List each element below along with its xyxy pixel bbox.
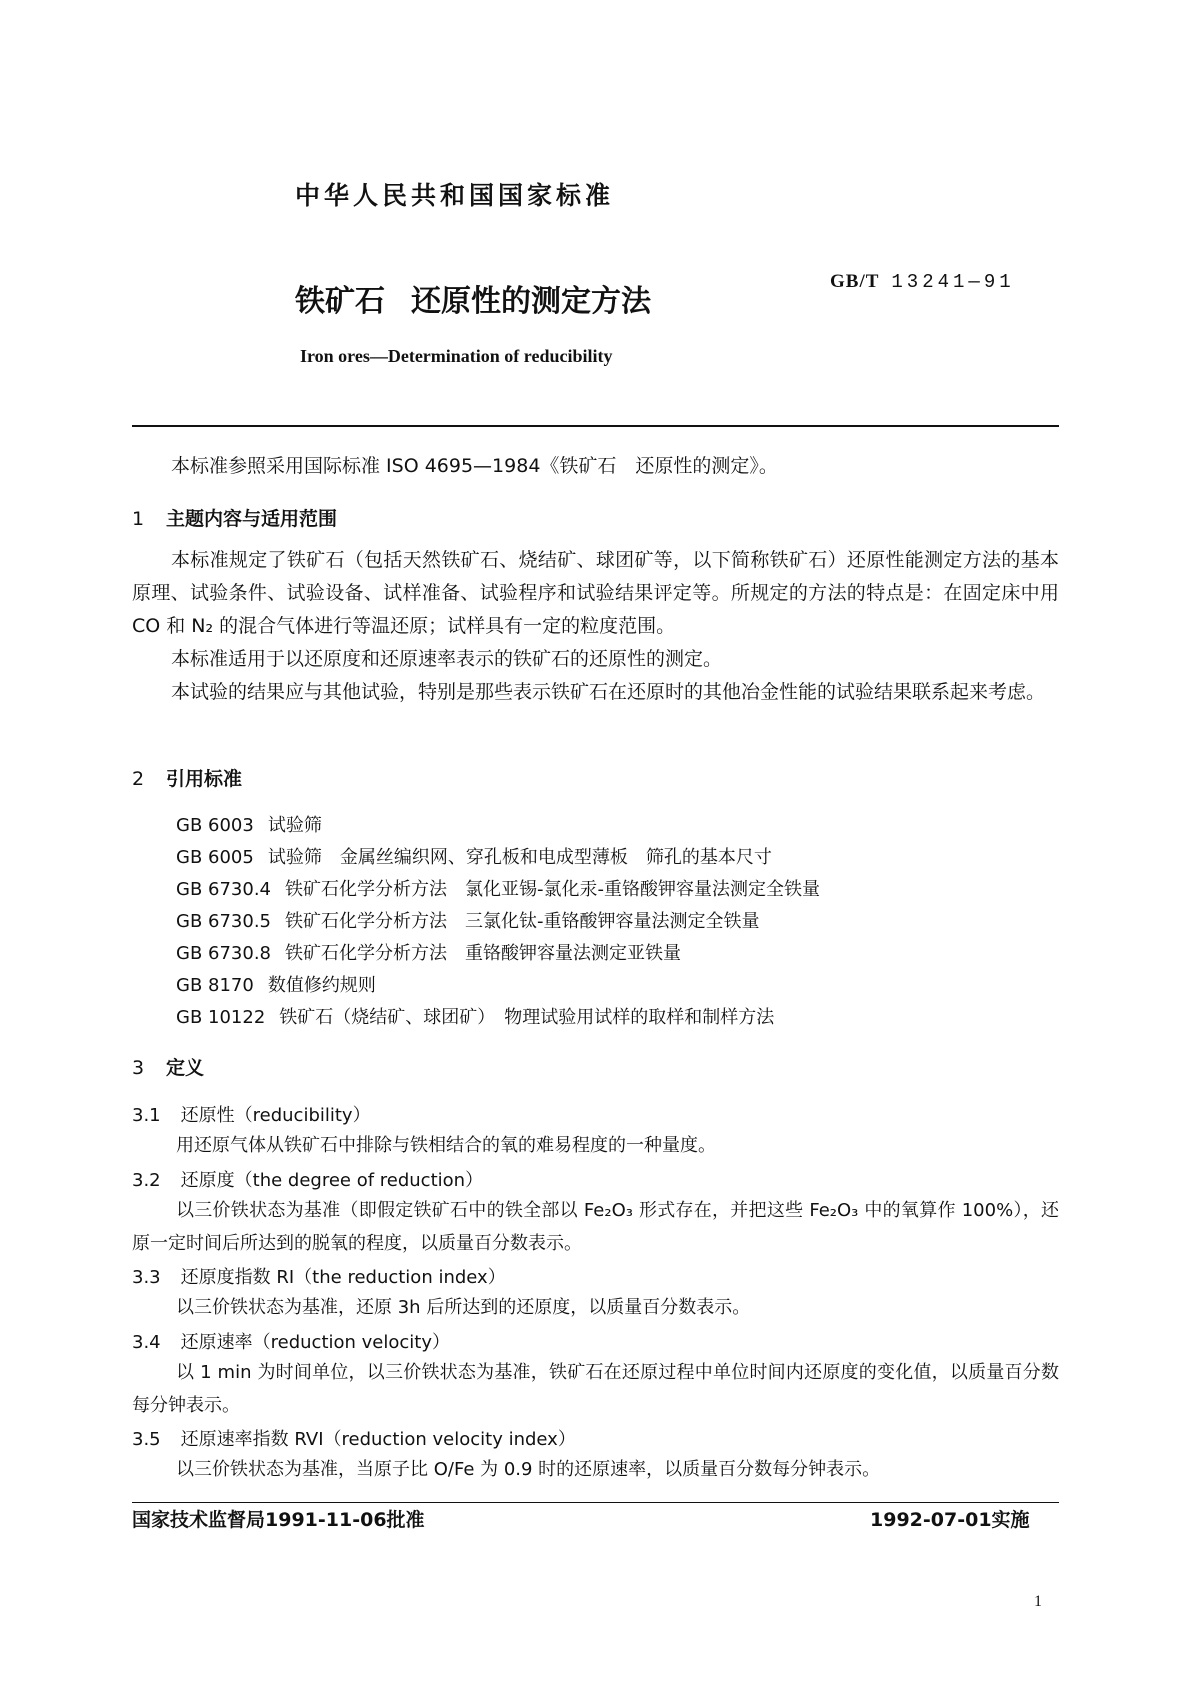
country-standard-heading: 中华人民共和国国家标准 <box>295 181 615 210</box>
reference-item <box>176 842 820 874</box>
reference-item <box>176 938 820 970</box>
reference-code: GB 6730.5 <box>176 911 272 932</box>
reference-title: 数值修约规则 <box>267 975 376 996</box>
reference-title: 铁矿石化学分析方法 氯化亚锡-氯化汞-重铬酸钾容量法测定全铁量 <box>285 879 821 900</box>
reference-title: 试验筛 <box>267 815 322 836</box>
reference-item <box>176 970 820 1002</box>
definition-3-2-body: 以三价铁状态为基准（即假定铁矿石中的铁全部以 Fe₂O₃ 形式存在，并把这些 Fe₂O₃ 中的氧算作 100%），还原一定时间后所达到的脱氧的程度，以质量百分数表示。 <box>132 1200 1059 1254</box>
reference-title: 铁矿石（烧结矿、球团矿） 物理试验用试样的取样和制样方法 <box>279 1007 775 1028</box>
section-2-heading <box>132 764 242 791</box>
definition-number: 3.2 <box>132 1170 161 1191</box>
reference-code: GB 10122 <box>176 1007 266 1028</box>
footer-divider <box>132 1502 1059 1503</box>
implementation-date: 1992-07-01实施 <box>870 1509 1030 1531</box>
definition-3-3-heading <box>132 1263 506 1289</box>
page-number: 1 <box>1034 1593 1042 1610</box>
definition-term: 还原性（reducibility） <box>180 1105 371 1126</box>
definition-term: 还原速率（reduction velocity） <box>180 1332 450 1353</box>
definition-3-1-heading <box>132 1101 371 1127</box>
definition-3-1-body: 用还原气体从铁矿石中排除与铁相结合的氧的难易程度的一种量度。 <box>176 1135 716 1156</box>
definition-3-5-body: 以三价铁状态为基准，当原子比 O/Fe 为 0.9 时的还原速率，以质量百分数每分钟表示。 <box>176 1459 881 1480</box>
title-cn-part-b: 还原性的测定方法 <box>411 284 651 319</box>
reference-code: GB 8170 <box>176 975 254 996</box>
definition-number: 3.1 <box>132 1105 161 1126</box>
header-divider <box>132 425 1059 427</box>
section-3-number: 3 <box>132 1057 145 1079</box>
definition-3-5-heading <box>132 1425 576 1451</box>
definition-3-4-body: 以 1 min 为时间单位，以三价铁状态为基准，铁矿石在还原过程中单位时间内还原度的变化值，以质量百分数每分钟表示。 <box>132 1362 1059 1416</box>
document-title-cn <box>295 276 651 320</box>
definition-term: 还原度指数 RI（the reduction index） <box>180 1267 506 1288</box>
reference-code: GB 6730.4 <box>176 879 272 900</box>
standard-code-prefix: GB/T <box>830 271 880 292</box>
reference-title: 铁矿石化学分析方法 三氯化钛-重铬酸钾容量法测定全铁量 <box>285 911 760 932</box>
section-2-title: 引用标准 <box>166 768 243 790</box>
definition-term: 还原速率指数 RVI（reduction velocity index） <box>180 1429 576 1450</box>
section-1-number: 1 <box>132 508 145 530</box>
section-1-paragraph-2: 本标准适用于以还原度和还原速率表示的铁矿石的还原性的测定。 <box>171 648 723 670</box>
approval-date: 国家技术监督局1991-11-06批准 <box>132 1509 425 1531</box>
definition-number: 3.4 <box>132 1332 161 1353</box>
definition-number: 3.3 <box>132 1267 161 1288</box>
section-1-heading <box>132 504 337 531</box>
section-1-paragraph-3: 本试验的结果应与其他试验，特别是那些表示铁矿石在还原时的其他冶金性能的试验结果联系起来考虑。 <box>171 681 1046 703</box>
section-1-paragraph-1: 本标准规定了铁矿石（包括天然铁矿石、烧结矿、球团矿等，以下简称铁矿石）还原性能测定方法的基本原理、试验条件、试验设备、试样准备、试验程序和试验结果评定等。所规定的方法的特点是：在固定床中用 CO 和 N₂ 的混合气体进行等温还原；试样具有一定的粒度范围。 <box>132 549 1059 637</box>
intro-paragraph: 本标准参照采用国际标准 ISO 4695—1984《铁矿石 还原性的测定》。 <box>171 455 778 477</box>
document-title-en: Iron ores—Determination of reducibility <box>300 346 613 366</box>
definition-3-2-heading <box>132 1166 483 1192</box>
reference-code: GB 6005 <box>176 847 254 868</box>
section-3-heading <box>132 1053 204 1080</box>
definition-term: 还原度（the degree of reduction） <box>180 1170 484 1191</box>
reference-item <box>176 906 820 938</box>
reference-item <box>176 1002 820 1034</box>
title-cn-part-a: 铁矿石 <box>295 284 385 319</box>
reference-title: 试验筛 金属丝编织网、穿孔板和电成型薄板 筛孔的基本尺寸 <box>267 847 772 868</box>
section-2-number: 2 <box>132 768 145 790</box>
definition-3-3-body: 以三价铁状态为基准，还原 3h 后所达到的还原度，以质量百分数表示。 <box>176 1297 751 1318</box>
reference-code: GB 6730.8 <box>176 943 272 964</box>
standard-code <box>830 270 1015 293</box>
reference-item <box>176 810 820 842</box>
reference-code: GB 6003 <box>176 815 254 836</box>
reference-item <box>176 874 820 906</box>
section-1-title: 主题内容与适用范围 <box>166 508 338 530</box>
referenced-standards-list <box>176 810 820 1034</box>
section-3-title: 定义 <box>166 1057 205 1079</box>
definition-3-4-heading <box>132 1328 450 1354</box>
standard-code-number: 13241—91 <box>891 271 1015 293</box>
definition-number: 3.5 <box>132 1429 161 1450</box>
reference-title: 铁矿石化学分析方法 重铬酸钾容量法测定亚铁量 <box>285 943 682 964</box>
